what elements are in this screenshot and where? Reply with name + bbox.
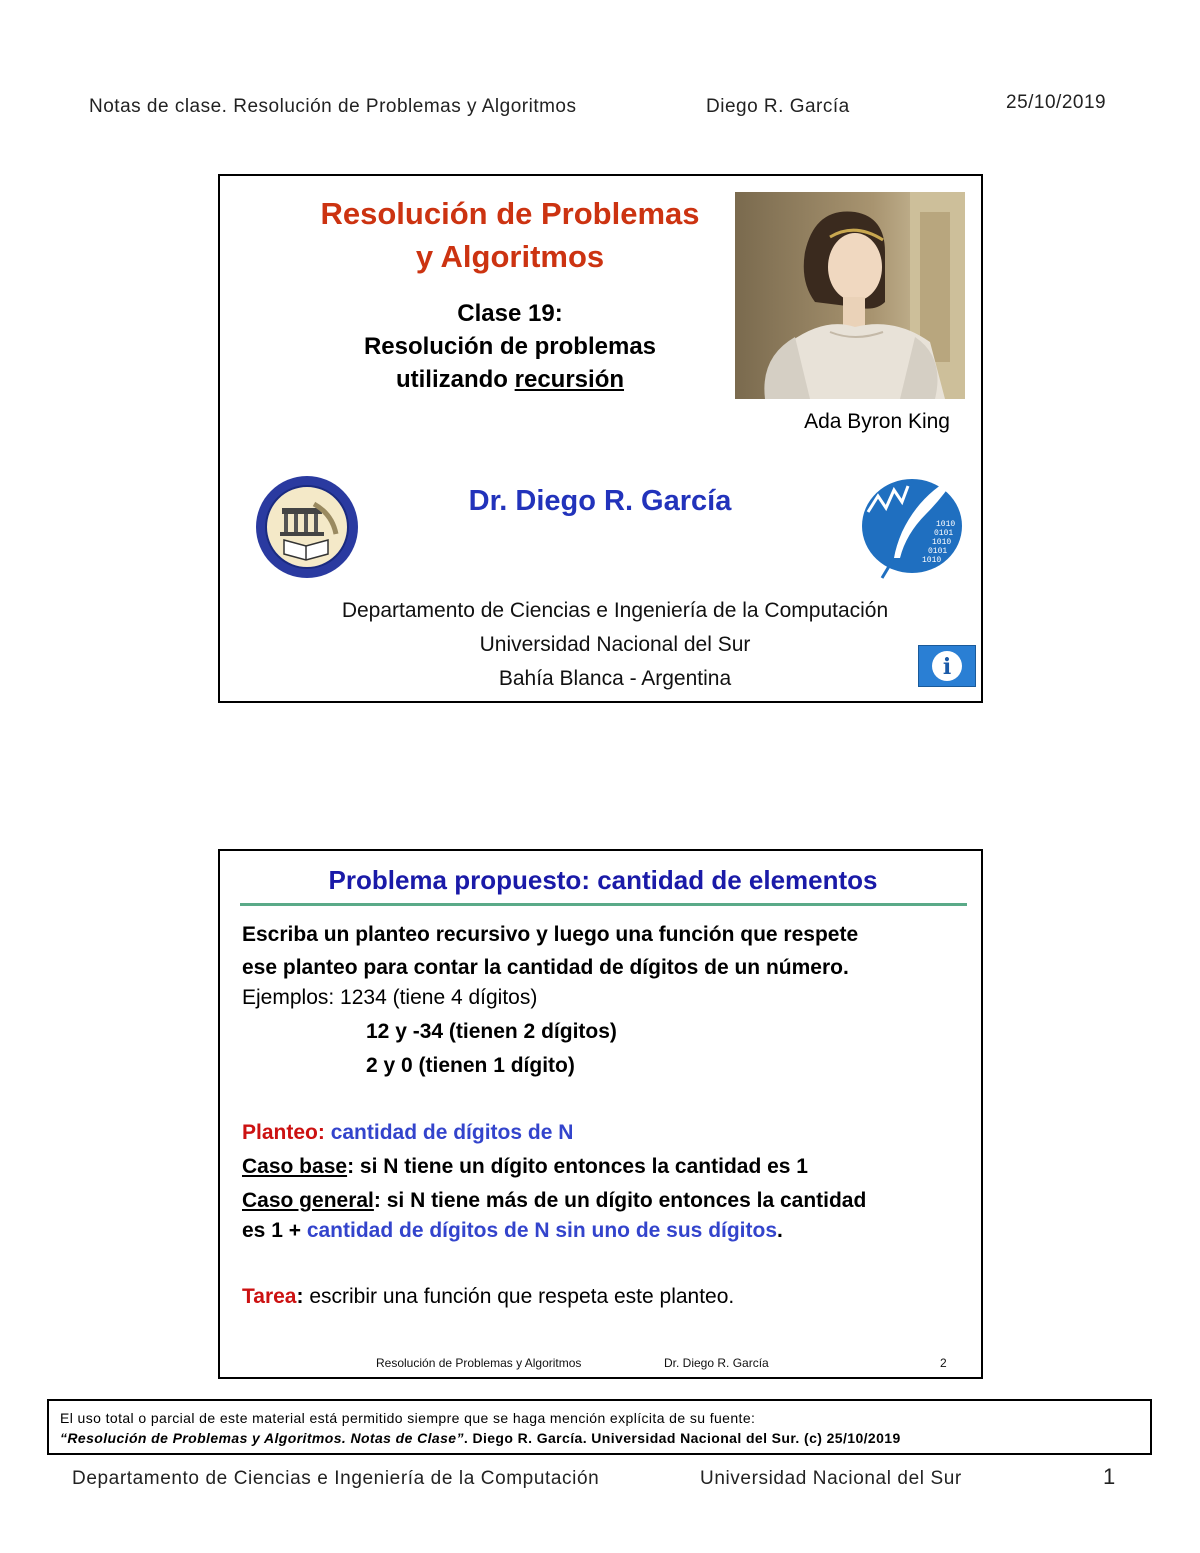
caso-general-line2 (242, 1214, 783, 1247)
ada-portrait-image (735, 192, 965, 399)
header-date: 25/10/2019 (1006, 92, 1107, 113)
logo-digits-5: 1010 (922, 556, 942, 565)
class-line1: Clase 19: (457, 300, 563, 327)
logo-digits-3: 1010 (932, 538, 952, 547)
usage-notice (47, 1399, 1152, 1455)
caso-general-line2-prefix: es 1 + (242, 1219, 307, 1242)
caso-base-label: Caso base (242, 1155, 348, 1178)
logo-digits-1: 1010 (936, 520, 956, 529)
header-author: Diego R. García (706, 96, 850, 117)
tarea-line (242, 1280, 734, 1313)
info-button[interactable] (918, 645, 976, 687)
affiliation-location: Bahía Blanca - Argentina (498, 667, 732, 690)
statement-line2: ese planteo para contar la cantidad de dígitos de un número. (242, 956, 849, 979)
slide2-title: Problema propuesto: cantidad de elementos (328, 865, 878, 895)
planteo-label: Planteo: (242, 1121, 331, 1144)
department-quill-logo (860, 474, 970, 582)
slide1-title-line2: y Algoritmos (415, 239, 605, 274)
slide2-footer-page: 2 (940, 1356, 947, 1370)
notice-source-title: “Resolución de Problemas y Algoritmos. Notas de Clase” (60, 1430, 464, 1446)
notice-source-rest: . Diego R. García. Universidad Nacional del Sur. (c) 25/10/2019 (463, 1430, 901, 1446)
slide2-footer-author: Dr. Diego R. García (664, 1356, 769, 1370)
affiliation-department: Departamento de Ciencias e Ingeniería de la Computación (341, 599, 889, 622)
planteo-text: cantidad de dígitos de N (330, 1121, 574, 1144)
example-2: 12 y -34 (tienen 2 dígitos) (366, 1020, 617, 1043)
caso-general-text: : si N tiene más de un dígito entonces la cantidad (373, 1189, 867, 1212)
info-glyph: i (942, 654, 952, 680)
class-line3-prefix: utilizando (395, 366, 515, 393)
slide2-footer-course: Resolución de Problemas y Algoritmos (376, 1356, 582, 1370)
slide1-title-line1: Resolución de Problemas (320, 196, 700, 231)
planteo-line (242, 1116, 573, 1149)
slide-1 (218, 174, 983, 703)
footer-department: Departamento de Ciencias e Ingeniería de la Computación (72, 1468, 600, 1489)
class-line3-underlined: recursión (514, 366, 625, 393)
tarea-label: Tarea (242, 1285, 297, 1308)
class-line3 (250, 363, 770, 396)
logo-digits-2: 0101 (934, 529, 954, 538)
affiliation-university: Universidad Nacional del Sur (479, 633, 751, 656)
tarea-colon: : (296, 1285, 310, 1308)
slide1-affiliation (220, 594, 1010, 696)
class-line2: Resolución de problemas (363, 333, 657, 360)
footer-page-number: 1 (1103, 1464, 1116, 1489)
examples-line1 (242, 981, 537, 1014)
examples-label: Ejemplos: (242, 986, 341, 1009)
notice-line1: El uso total o parcial de este material está permitido siempre que se haga mención explícita de su fuente: (60, 1410, 756, 1426)
statement-line1: Escriba un planteo recursivo y luego una función que respete (242, 923, 859, 946)
example-1: 1234 (tiene 4 dígitos) (340, 986, 538, 1009)
caso-general-line (242, 1184, 866, 1217)
slide1-author: Dr. Diego R. García (468, 485, 732, 517)
slide1-title (250, 192, 770, 278)
caso-general-label: Caso general (242, 1189, 374, 1212)
tarea-text: escribir una función que respeta este planteo. (309, 1285, 735, 1308)
info-icon (919, 646, 975, 686)
problem-statement (242, 918, 858, 984)
caso-base-line (242, 1150, 808, 1183)
header-course-notes: Notas de clase. Resolución de Problemas y Algoritmos (89, 96, 577, 117)
notice-line2 (60, 1430, 901, 1446)
slide2-title-rule (240, 903, 967, 906)
portrait-caption: Ada Byron King (804, 410, 950, 433)
footer-university: Universidad Nacional del Sur (700, 1468, 962, 1489)
caso-base-text: : si N tiene un dígito entonces la cantidad es 1 (347, 1155, 808, 1178)
example-3: 2 y 0 (tienen 1 dígito) (366, 1054, 575, 1077)
slide-2 (218, 849, 983, 1379)
caso-general-line2-suffix: . (777, 1219, 783, 1242)
slide1-class-title (250, 297, 770, 396)
caso-general-line2-blue: cantidad de dígitos de N sin uno de sus dígitos (306, 1219, 778, 1242)
logo-digits-4: 0101 (928, 547, 948, 556)
